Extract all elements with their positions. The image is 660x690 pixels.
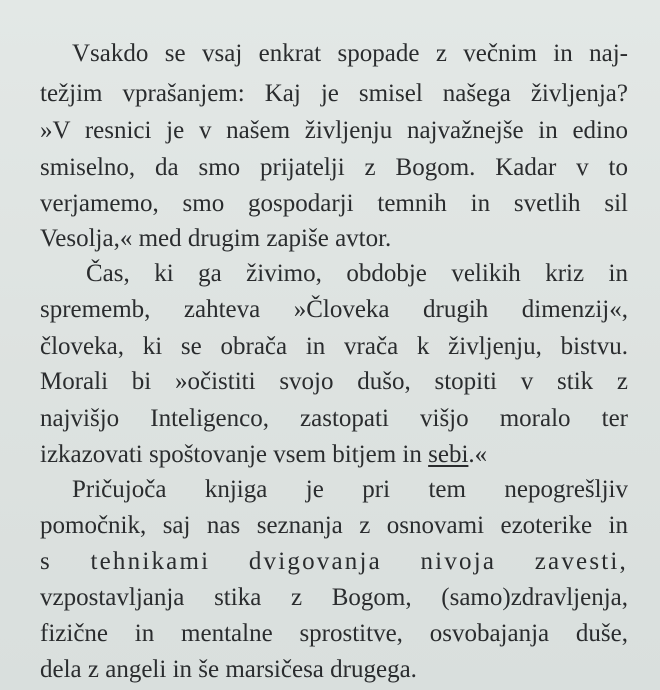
text-line: verjamemo, smo gospodarji temnih in svetlih sil — [40, 190, 628, 217]
text-line: Vesolja,« med drugim zapiše avtor. — [40, 225, 392, 252]
underlined-word: sebi — [428, 441, 469, 468]
text-line: fizične in mentalne sprostitve, osvobajanja duše, — [40, 620, 628, 647]
text-line: s tehnikami dvigovanja nivoja zavesti, — [40, 548, 628, 575]
text-line: vzpostavljanja stika z Bogom, (samo)zdravljenja, — [40, 584, 628, 611]
text-line: »V resnici je v našem življenju najvažnejše in edino — [40, 117, 628, 144]
text-line: človeka, ki se obrača in vrača k življenju, bistvu. — [40, 333, 628, 360]
text-line: težjim vprašanjem: Kaj je smisel našega življenja? — [40, 80, 628, 107]
text-line: najvišjo Inteligenco, zastopati višjo moralo ter — [40, 405, 628, 432]
text-line: Morali bi »očistiti svojo dušo, stopiti v stik z — [40, 368, 628, 395]
text-line: sprememb, zahteva »Človeka drugih dimenzij«, — [40, 296, 628, 323]
text-line: Čas, ki ga živimo, obdobje velikih kriz in — [86, 260, 628, 287]
text-segment: izkazovati spoštovanje vsem bitjem in — [40, 441, 429, 468]
text-line: smiselno, da smo prijatelji z Bogom. Kadar v to — [40, 154, 628, 181]
text-line: dela z angeli in še marsičesa drugega. — [40, 656, 417, 683]
text-line — [40, 437, 628, 473]
text-line: pomočnik, saj nas seznanja z osnovami ezoterike in — [40, 512, 628, 539]
text-line: Pričujoča knjiga je pri tem nepogrešljiv — [72, 476, 628, 503]
text-segment: .« — [468, 441, 488, 468]
text-line: Vsakdo se vsaj enkrat spopade z večnim in naj- — [72, 40, 628, 67]
